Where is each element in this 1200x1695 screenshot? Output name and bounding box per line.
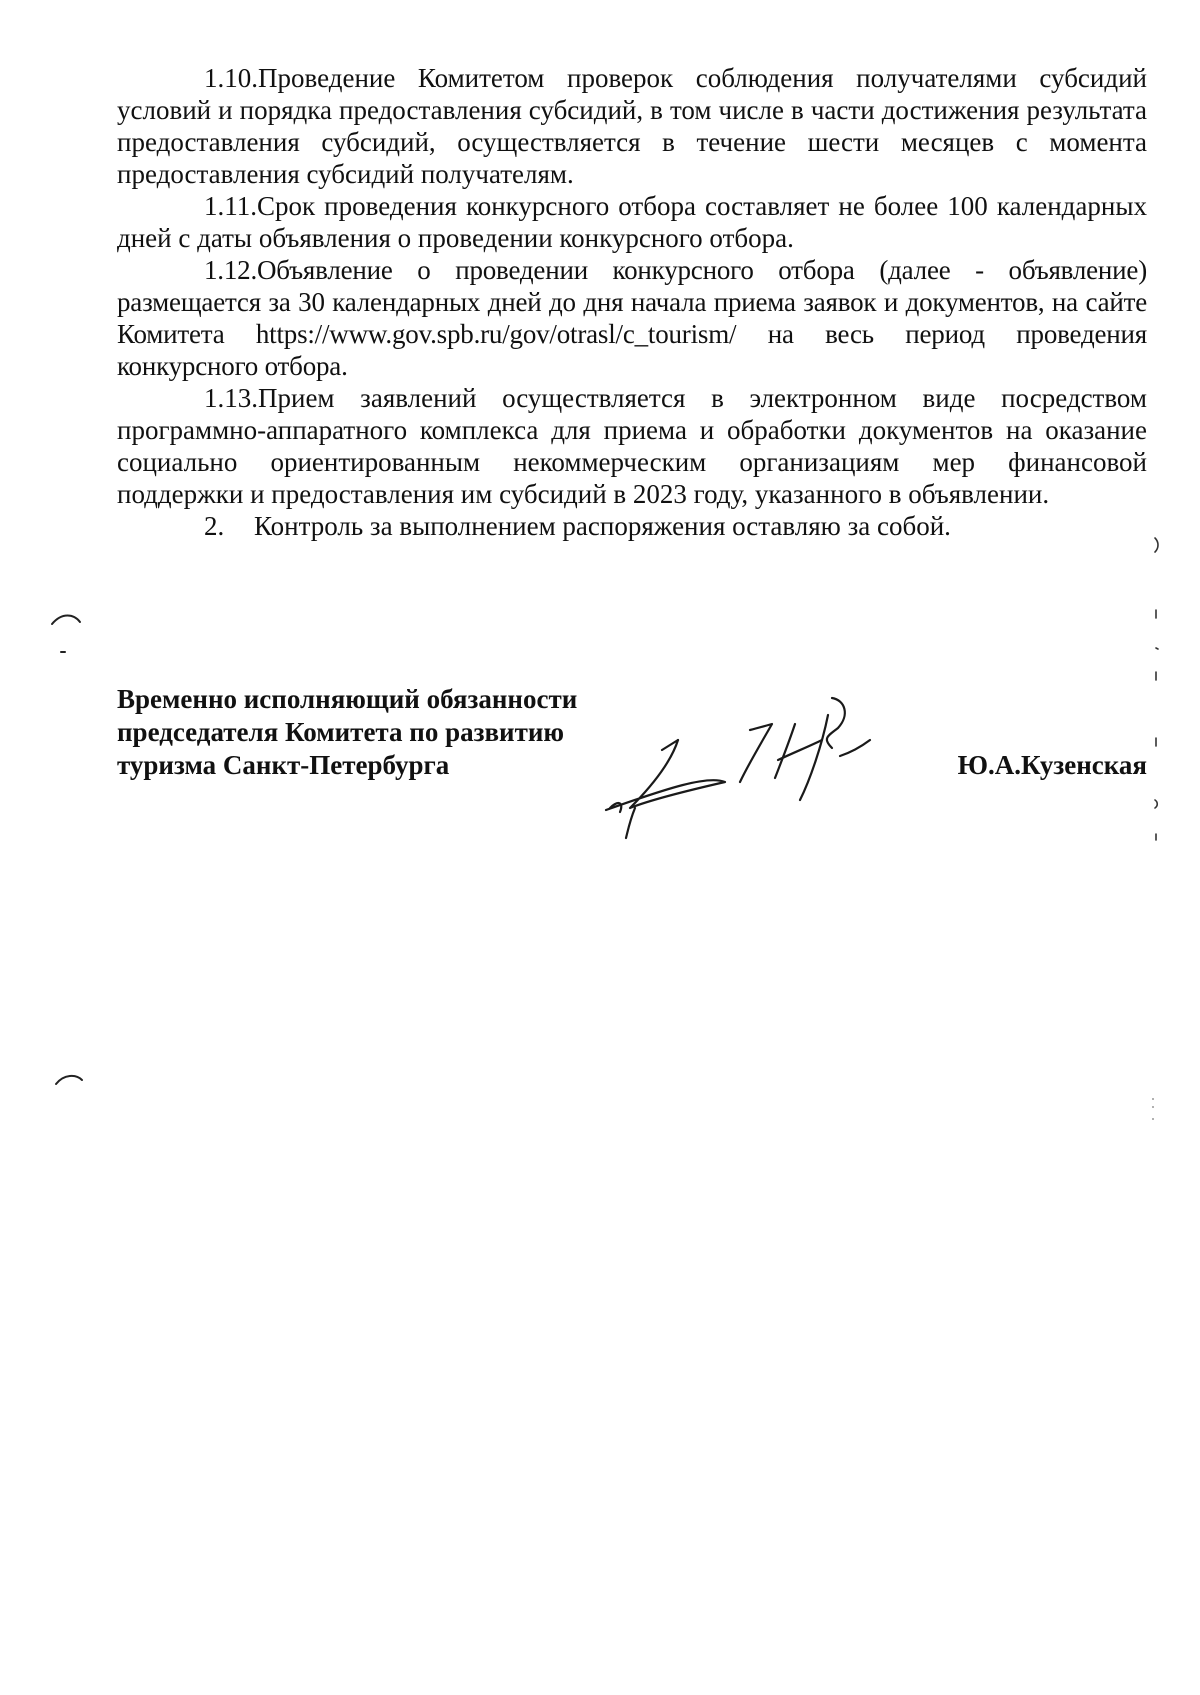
- paragraph-1-12: 1.12.Объявление о проведении конкурсного отбора (далее - объявление) размещается за 30 календарных дней до дня начала приема заявок и документов, на сайте Комитета https://www.gov.spb.ru/gov/otrasl/c_tourism/ на весь период проведения конкурсного отбора.: [117, 255, 1147, 381]
- signatory-title-line: Временно исполняющий обязанности: [117, 684, 578, 714]
- scan-marks-right: [1150, 530, 1164, 860]
- scan-mark-left-bottom: [52, 1070, 86, 1090]
- signatory-title-line: председателя Комитета по развитию: [117, 717, 565, 747]
- signatory-title: [117, 683, 637, 782]
- paragraph-1-10: 1.10.Проведение Комитетом проверок соблюдения получателями субсидий условий и порядка предоставления субсидий, в том числе в части достижения результата предоставления субсидий, осуществляется в течение шести месяцев с момента предоставления субсидий получателям.: [117, 63, 1147, 189]
- item-number: 2.: [204, 511, 225, 541]
- paragraph-1-13: 1.13.Прием заявлений осуществляется в электронном виде посредством программно-аппаратного комплекса для приема и обработки документов на оказание социально ориентированным некоммерческим организациям мер финансовой поддержки и предоставления им субсидий в 2023 году, указанного в объявлении.: [117, 383, 1147, 509]
- signature-stroke: [740, 724, 772, 782]
- paragraph-2: [117, 510, 1147, 542]
- signature-stroke: [827, 698, 845, 748]
- signature-stroke: [606, 740, 725, 810]
- signatory-title-line: туризма Санкт-Петербурга: [117, 750, 450, 780]
- item-text: Контроль за выполнением распоряжения оставляю за собой.: [254, 511, 951, 541]
- document-body: [117, 62, 1147, 542]
- scan-mark-left-top: [48, 610, 84, 658]
- handwritten-signature: [600, 690, 900, 840]
- signature-stroke: [775, 724, 795, 778]
- signature-stroke: [840, 740, 870, 756]
- signature-stroke: [800, 715, 828, 800]
- signature-stroke: [626, 808, 635, 838]
- paragraph-1-11: 1.11.Срок проведения конкурсного отбора составляет не более 100 календарных дней с даты объявления о проведении конкурсного отбора.: [117, 191, 1147, 253]
- scan-dots-right: [1148, 1095, 1158, 1125]
- signatory-name: Ю.А.Кузенская: [957, 750, 1147, 780]
